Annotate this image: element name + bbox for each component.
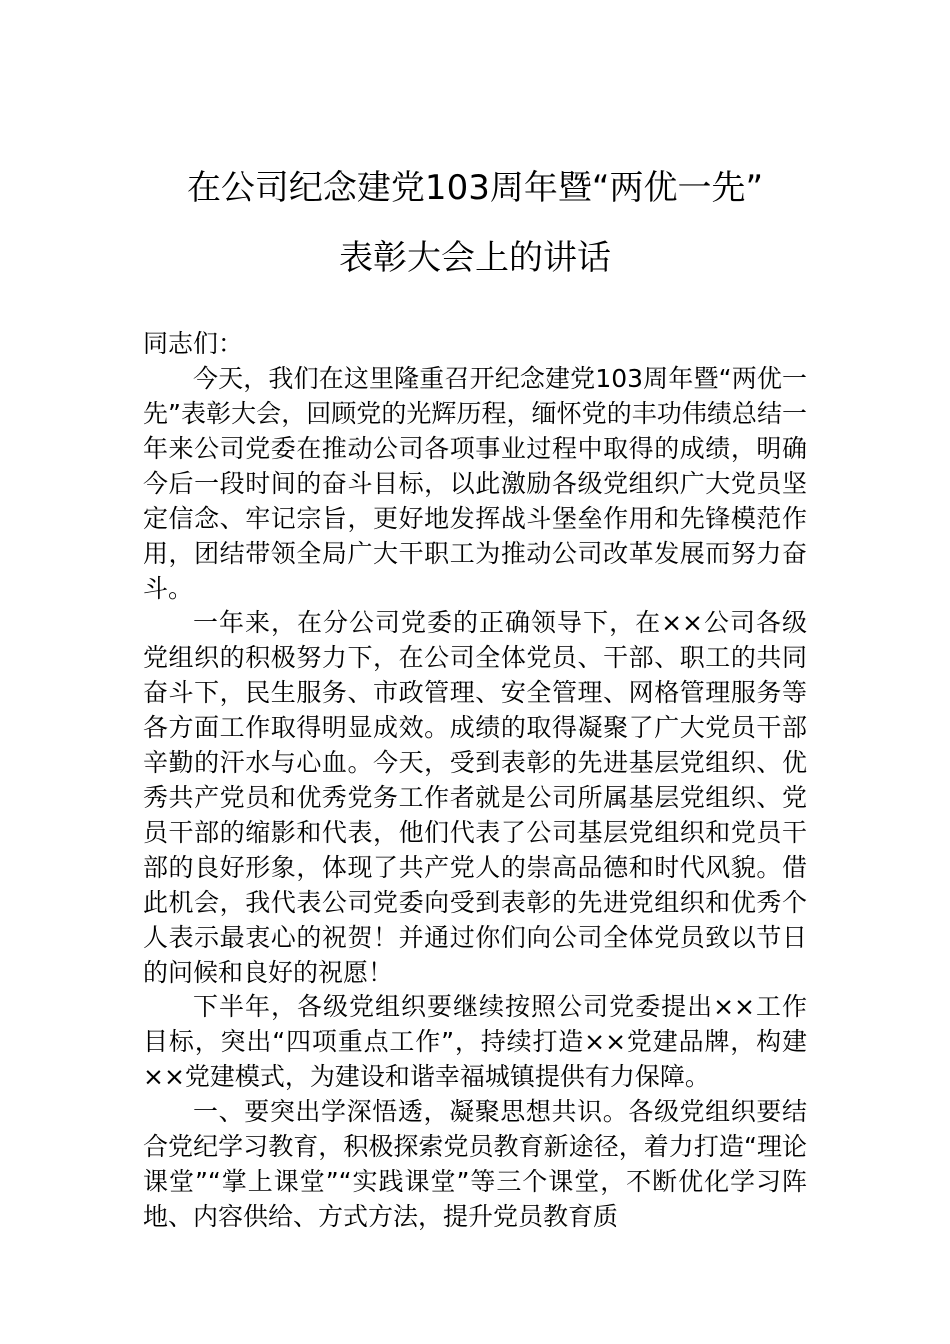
paragraph: 下半年，各级党组织要继续按照公司党委提出××工作目标，突出“四项重点工作”，持续打造××党建品牌，构建××党建模式，为建设和谐幸福城镇提供有力保障。: [143, 992, 807, 1091]
salutation: 同志们：: [143, 329, 244, 358]
paragraph: 今天，我们在这里隆重召开纪念建党103周年暨“两优一先”表彰大会，回顾党的光辉历程，缅怀党的丰功伟绩总结一年来公司党委在推动公司各项事业过程中取得的成绩，明确今后一段时间的奋斗目标，以此激励各级党组织广大党员坚定信念、牢记宗旨，更好地发挥战斗堡垒作用和先锋模范作用，团结带领全局广大干职工为推动公司改革发展而努力奋斗。: [143, 364, 807, 603]
paragraph: 一年来，在分公司党委的正确领导下，在××公司各级党组织的积极努力下，在公司全体党员、干部、职工的共同奋斗下，民生服务、市政管理、安全管理、网格管理服务等各方面工作取得明显成效。成绩的取得凝聚了广大党员干部辛勤的汗水与心血。今天，受到表彰的先进基层党组织、优秀共产党员和优秀党务工作者就是公司所属基层党组织、党员干部的缩影和代表，他们代表了公司基层党组织和党员干部的良好形象，体现了共产党人的崇高品德和时代风貌。借此机会，我代表公司党委向受到表彰的先进党组织和优秀个人表示最衷心的祝贺！并通过你们向公司全体党员致以节日的问候和良好的祝愿！: [143, 608, 807, 987]
paragraph: 一、要突出学深悟透，凝聚思想共识。各级党组织要结合党纪学习教育，积极探索党员教育新途径，着力打造“理论课堂”“掌上课堂”“实践课堂”等三个课堂，不断优化学习阵地、内容供给、方式方法，提升党员教育质: [143, 1097, 807, 1231]
document-title-line-2: 表彰大会上的讲话: [339, 238, 611, 278]
document-title-line-1: 在公司纪念建党103周年暨“两优一先”: [186, 168, 764, 208]
